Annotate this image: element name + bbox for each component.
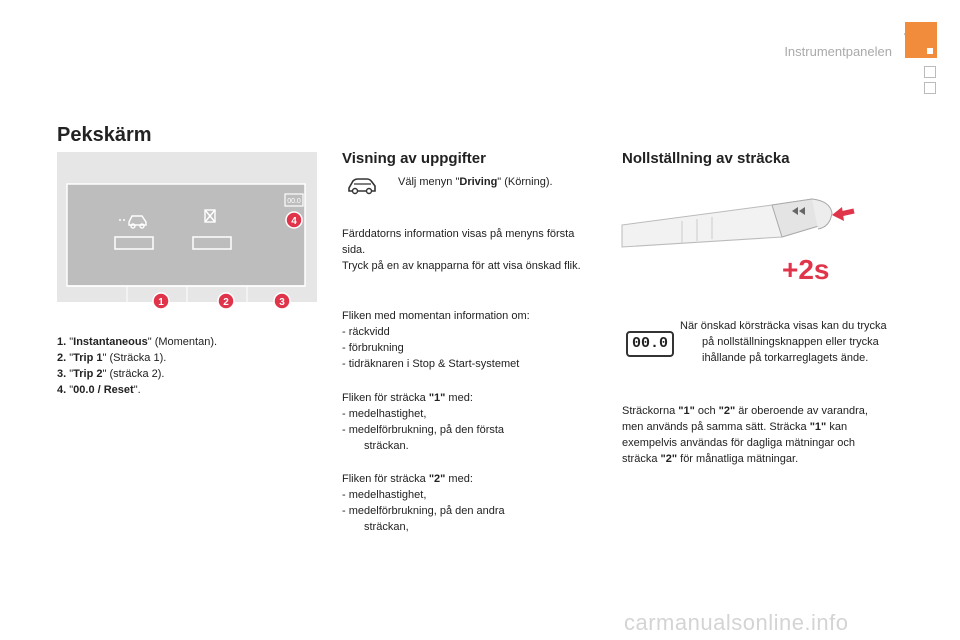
callout-3 (274, 293, 290, 309)
dash-item: - medelförbrukning, på den första sträckan. (342, 424, 505, 452)
tab-marker (927, 48, 933, 54)
visning-paragraph-2 (342, 308, 592, 372)
visning-paragraph-1 (342, 226, 592, 274)
touch-screen-legend (57, 334, 307, 398)
car-icon (346, 175, 378, 195)
red-arrow-icon (832, 207, 854, 221)
svg-text:2: 2 (223, 297, 229, 308)
dash-item: - förbrukning (342, 342, 404, 354)
dash-item: - tidräknaren i Stop & Start-systemet (342, 358, 520, 370)
visning-paragraph-3 (342, 390, 592, 454)
page-marker-square (924, 66, 936, 78)
visning-paragraph-4 (342, 471, 592, 535)
visning-heading: Visning av uppgifter (342, 150, 486, 167)
reset-button-label: 00.0 (287, 198, 301, 205)
callout-4 (286, 212, 302, 228)
dash-item: - medelförbrukning, på den andra sträckan, (342, 505, 505, 533)
touch-screen-illustration (57, 152, 317, 308)
callout-2 (218, 293, 234, 309)
reset-display-icon: 00.0 (626, 331, 674, 357)
noll-paragraph: Sträckorna "1" och "2" är oberoende av varandra, men används på samma sätt. Sträcka "1" kan exempelvis användas för dagliga mätningar och sträcka "2" för månatliga mätningar. (622, 405, 868, 465)
page-title: Pekskärm (57, 124, 152, 146)
noll-bullet (680, 318, 890, 366)
list-item: 2. "Trip 1" (Sträcka 1). (57, 352, 167, 364)
paragraph-intro: Fliken för sträcka "1" med: (342, 392, 473, 404)
section-name: Instrumentpanelen (784, 44, 892, 59)
svg-text:4: 4 (291, 216, 297, 227)
watermark: carmanualsonline.info (624, 610, 849, 635)
svg-text:1: 1 (158, 297, 164, 308)
list-item: 4. "00.0 / Reset". (57, 384, 141, 396)
bullet-item: Tryck på en av knapparna för att visa önskad flik. (342, 260, 581, 272)
paragraph-intro: Fliken med momentan information om: (342, 310, 530, 322)
noll-heading: Nollställning av sträcka (622, 150, 790, 167)
wiper-stalk-illustration (622, 185, 882, 295)
bullet-item: När önskad körsträcka visas kan du trycka på nollställningsknappen eller trycka ihållande på torkarreglagets ände. (680, 320, 887, 364)
page-marker-square (924, 82, 936, 94)
screen-display (67, 184, 305, 286)
callout-1 (153, 293, 169, 309)
dash-item: - medelhastighet, (342, 408, 427, 420)
paragraph-intro: Fliken för sträcka "2" med: (342, 473, 473, 485)
chapter-tab (905, 22, 937, 58)
dash-item: - medelhastighet, (342, 489, 427, 501)
plus-2s-label: +2s (782, 254, 830, 285)
dash-item: - räckvidd (342, 326, 390, 338)
svg-text:3: 3 (279, 297, 285, 308)
paragraph-text: Färddatorns information visas på menyns första sida. (342, 228, 575, 256)
list-item: 1. "Instantaneous" (Momentan). (57, 336, 218, 348)
select-menu-instruction: Välj menyn "Driving" (Körning). (398, 176, 553, 188)
list-item: 3. "Trip 2" (sträcka 2). (57, 368, 165, 380)
